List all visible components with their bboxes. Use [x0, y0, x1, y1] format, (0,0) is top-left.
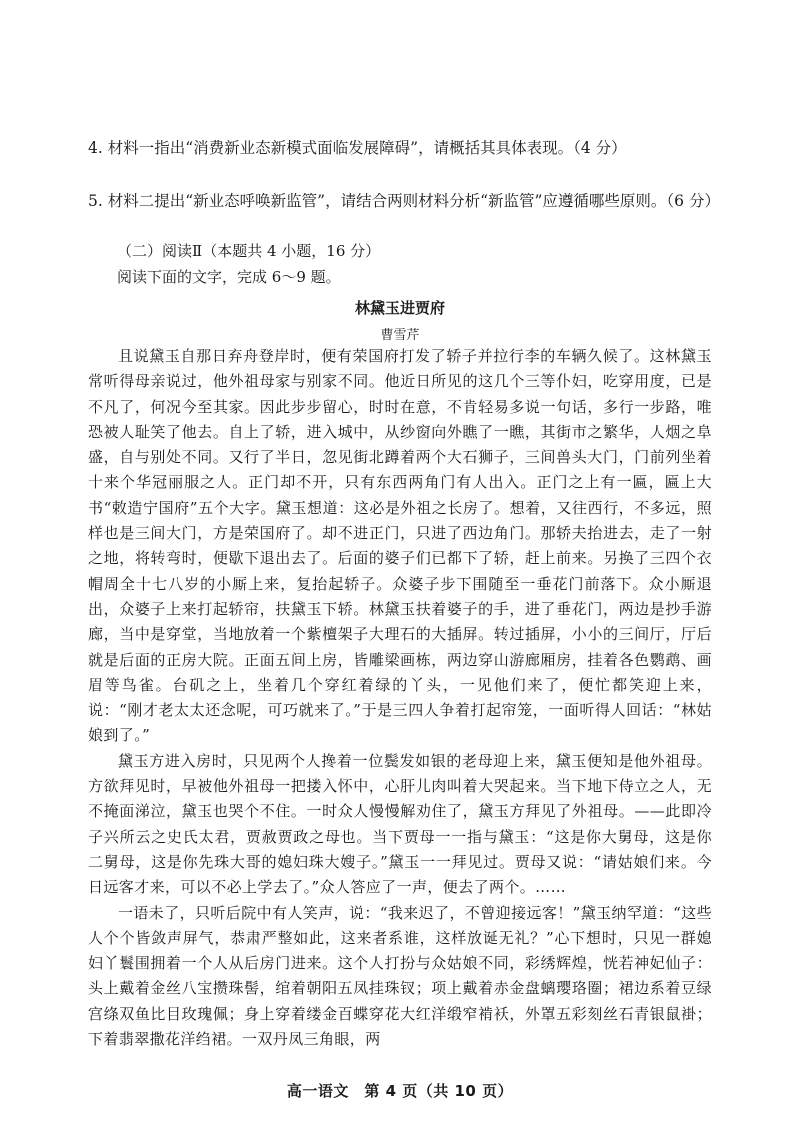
question-5: 5. 材料二提出“新业态呼唤新监管”，请结合两则材料分析“新监管”应遵循哪些原则。（6 分） — [88, 192, 720, 210]
article-title: 林黛玉进贾府 — [354, 299, 445, 317]
section-instruction: 阅读下面的文字，完成 6～9 题。 — [117, 268, 341, 286]
section-heading: （二）阅读Ⅱ（本题共 4 小题，16 分） — [117, 242, 381, 260]
article-paragraph-3: 一语未了，只听后院中有人笑声，说：“我来迟了，不曾迎接远客！”黛玉纳罕道：“这些人个个皆敛声屏气，恭肃严整如此，这来者系谁，这样放诞无礼？”心下想时，只见一群媳妇丫鬟围拥着一个人从后房门进来。这个人打扮与众姑娘不同，彩绣辉煌，恍若神妃仙子：头上戴着金丝八宝攒珠髻，绾着朝阳五凤挂珠钗；项上戴着赤金盘螭璎珞圈；裙边系着豆绿宫绦双鱼比目玫瑰佩；身上穿着缕金百蝶穿花大红洋缎窄褃袄，外罩五彩刻丝石青银鼠褂；下着翡翠撒花洋绉裙。一双丹凤三角眼，两 — [88, 903, 713, 1049]
article-paragraph-2: 黛玉方进入房时，只见两个人搀着一位鬓发如银的老母迎上来，黛玉便知是他外祖母。方欲拜见时，早被他外祖母一把搂入怀中，心肝儿肉叫着大哭起来。当下地下侍立之人，无不掩面涕泣，黛玉也哭个不住。一时众人慢慢解劝住了，黛玉方拜见了外祖母。——此即冷子兴所云之史氏太君，贾赦贾政之母也。当下贾母一一指与黛玉：“这是你大舅母，这是你二舅母，这是你先珠大哥的媳妇珠大嫂子。”黛玉一一拜见过。贾母又说：“请姑娘们来。今日远客才来，可以不必上学去了。”众人答应了一声，便去了两个。…… — [88, 751, 712, 897]
article-author: 曹雪芹 — [380, 328, 420, 343]
article-body — [88, 344, 712, 1052]
question-4: 4. 材料一指出“消费新业态新模式面临发展障碍”，请概括其具体表现。（4 分） — [88, 139, 627, 157]
article-paragraph-1: 且说黛玉自那日弃舟登岸时，便有荣国府打发了轿子并拉行李的车辆久候了。这林黛玉常听得母亲说过，他外祖母家与别家不同。他近日所见的这几个三等仆妇，吃穿用度，已是不凡了，何况今至其家。因此步步留心，时时在意，不肯轻易多说一句话，多行一步路，唯恐被人耻笑了他去。自上了轿，进入城中，从纱窗向外瞧了一瞧，其街市之繁华，人烟之阜盛，自与别处不同。又行了半日，忽见街北蹲着两个大石狮子，三间兽头大门，门前列坐着十来个华冠丽服之人。正门却不开，只有东西两角门有人出入。正门之上有一匾，匾上大书“敕造宁国府”五个大字。黛玉想道：这必是外祖之长房了。想着，又往西行，不多远，照样也是三间大门，方是荣国府了。却不进正门，只进了西边角门。那轿夫抬进去，走了一射之地，将转弯时，便歇下退出去了。后面的婆子们已都下了轿，赶上前来。另换了三四个衣帽周全十七八岁的小厮上来，复抬起轿子。众婆子步下围随至一垂花门前落下。众小厮退出，众婆子上来打起轿帘，扶黛玉下轿。林黛玉扶着婆子的手，进了垂花门，两边是抄手游廊，当中是穿堂，当地放着一个紫檀架子大理石的大插屏。转过插屏，小小的三间厅，厅后就是后面的正房大院。正面五间上房，皆雕梁画栋，两边穿山游廊厢房，挂着各色鹦鹉、画眉等鸟雀。台矶之上，坐着几个穿红着绿的丫头，一见他们来了，便忙都笑迎上来，说：“刚才老太太还念呢，可巧就来了。”于是三四人争着打起帘笼，一面听得人回话：“林姑娘到了。” — [88, 347, 712, 745]
page-footer: 高一语文 第 4 页（共 10 页） — [286, 1082, 514, 1100]
